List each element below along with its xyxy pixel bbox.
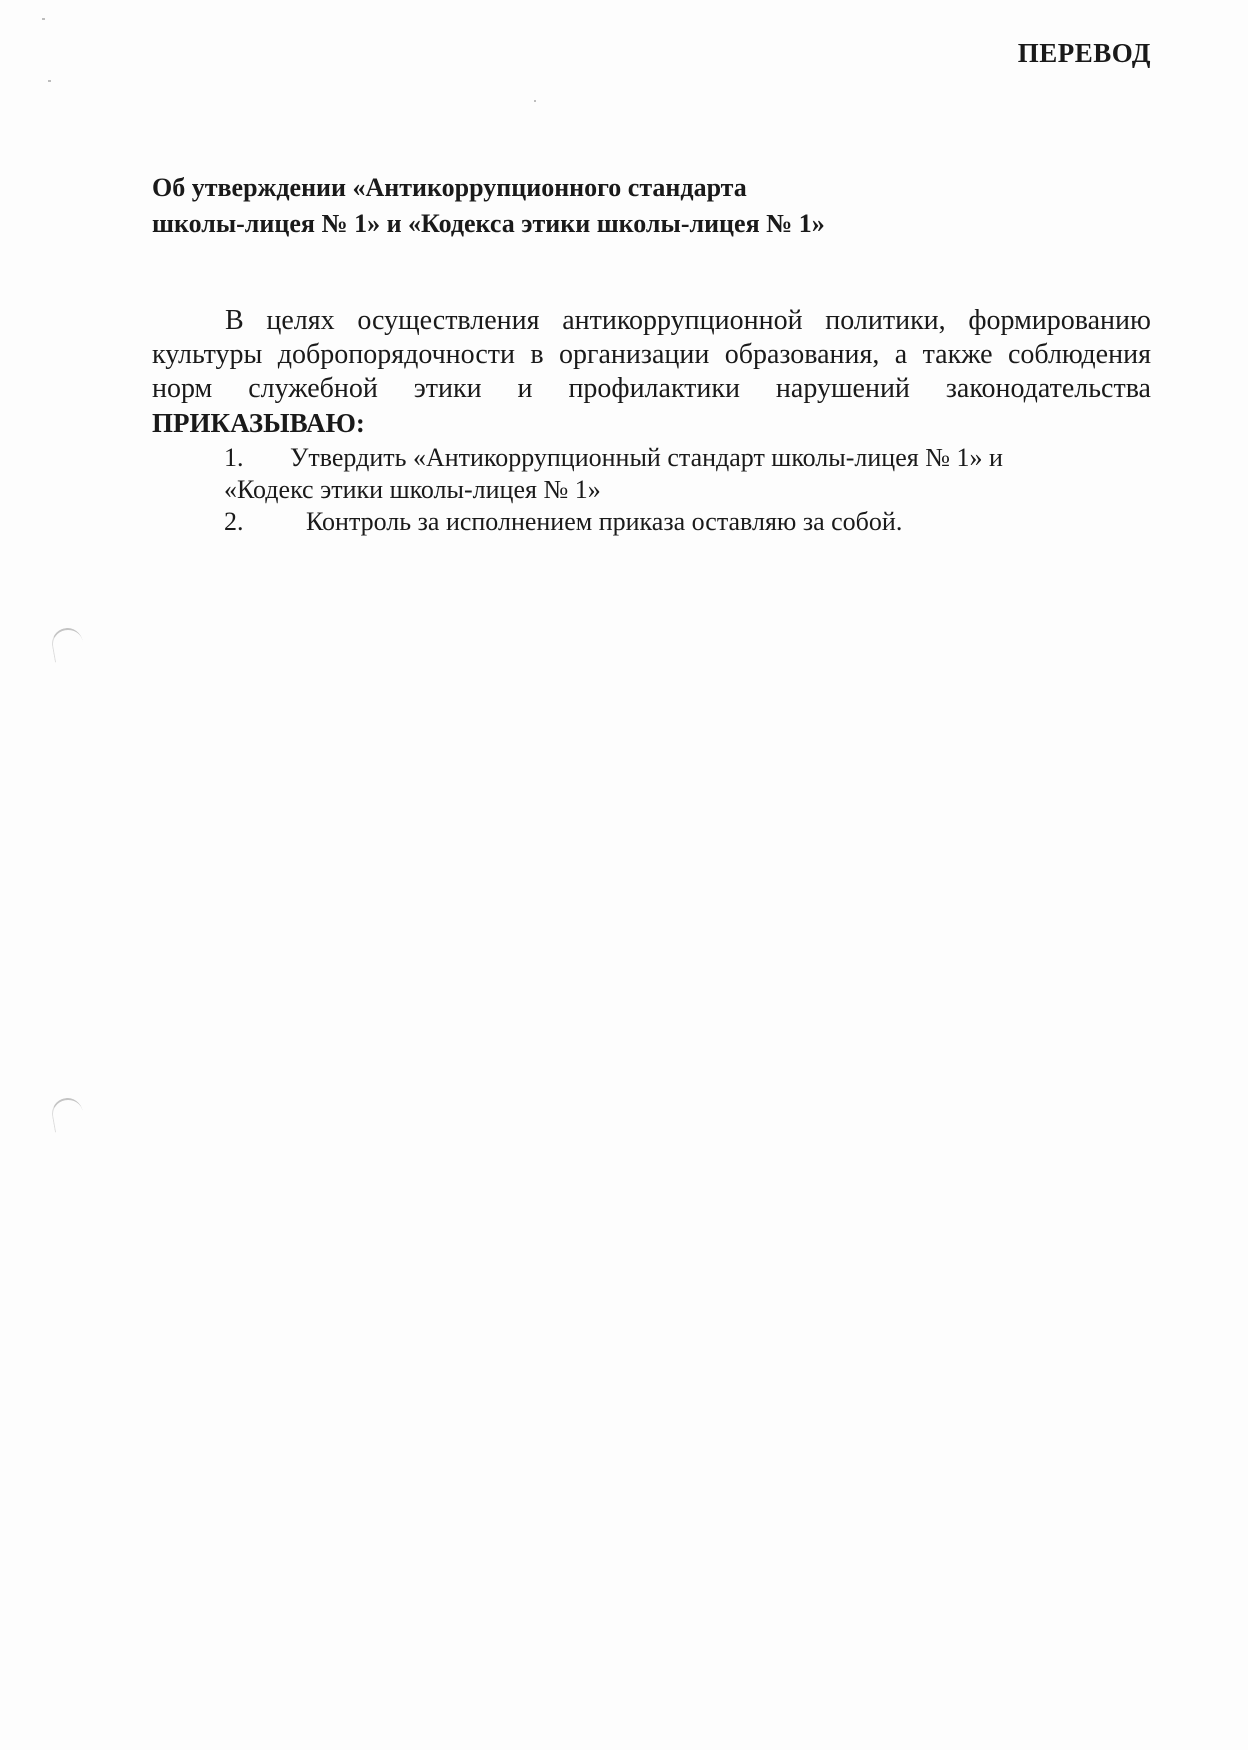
list-item [224,506,1151,538]
paragraph-word: образования, [724,339,880,370]
paragraph-line [152,372,1151,406]
paragraph-word: также [922,339,993,370]
scan-speck [42,18,45,20]
paragraph-word: целях [266,305,335,336]
list-item [224,442,1151,474]
title-line-2: школы-лицея № 1» и «Кодекса этики школы-лицея № 1» [152,209,825,238]
paragraph-word: профилактики [568,373,740,404]
scan-speck [534,100,536,102]
paragraph-word: в [530,339,544,370]
list-item-number: 2. [224,507,244,536]
paragraph-word: служебной [248,373,378,404]
list-item-number: 1. [224,443,244,472]
scan-speck [48,80,51,82]
paragraph-word: а [894,339,908,370]
preamble-paragraph [152,304,1151,406]
paragraph-word: нарушений [775,373,910,404]
punch-hole-mark [49,626,85,663]
paragraph-word: добропорядочности [277,339,516,370]
list-item-text: Утвердить «Антикоррупционный стандарт школы-лицея № 1» и [290,443,1003,472]
paragraph-line [152,304,1151,338]
paragraph-word: антикоррупционной [562,305,803,336]
paragraph-word: политики, [825,305,946,336]
paragraph-word: культуры [152,339,263,370]
paragraph-word: законодательства [945,373,1151,404]
paragraph-word: осуществления [357,305,540,336]
paragraph-line [152,338,1151,372]
paragraph-word: организации [559,339,710,370]
paragraph-word: соблюдения [1007,339,1151,370]
paragraph-word: В [225,305,244,336]
list-item-continuation: «Кодекс этики школы-лицея № 1» [224,475,601,504]
punch-hole-mark [49,1096,85,1133]
order-keyword: ПРИКАЗЫВАЮ: [152,408,365,438]
paragraph-word: норм [152,373,213,404]
paragraph-word: и [517,373,533,404]
list-item-text: Контроль за исполнением приказа оставляю за собой. [306,507,903,536]
order-items [224,442,1151,538]
document-title [152,170,825,242]
translation-label: ПЕРЕВОД [1017,38,1151,68]
order-body [152,304,1151,538]
paragraph-word: этики [413,373,482,404]
paragraph-word: формированию [968,305,1151,336]
title-line-1: Об утверждении «Антикоррупционного стандарта [152,173,747,202]
